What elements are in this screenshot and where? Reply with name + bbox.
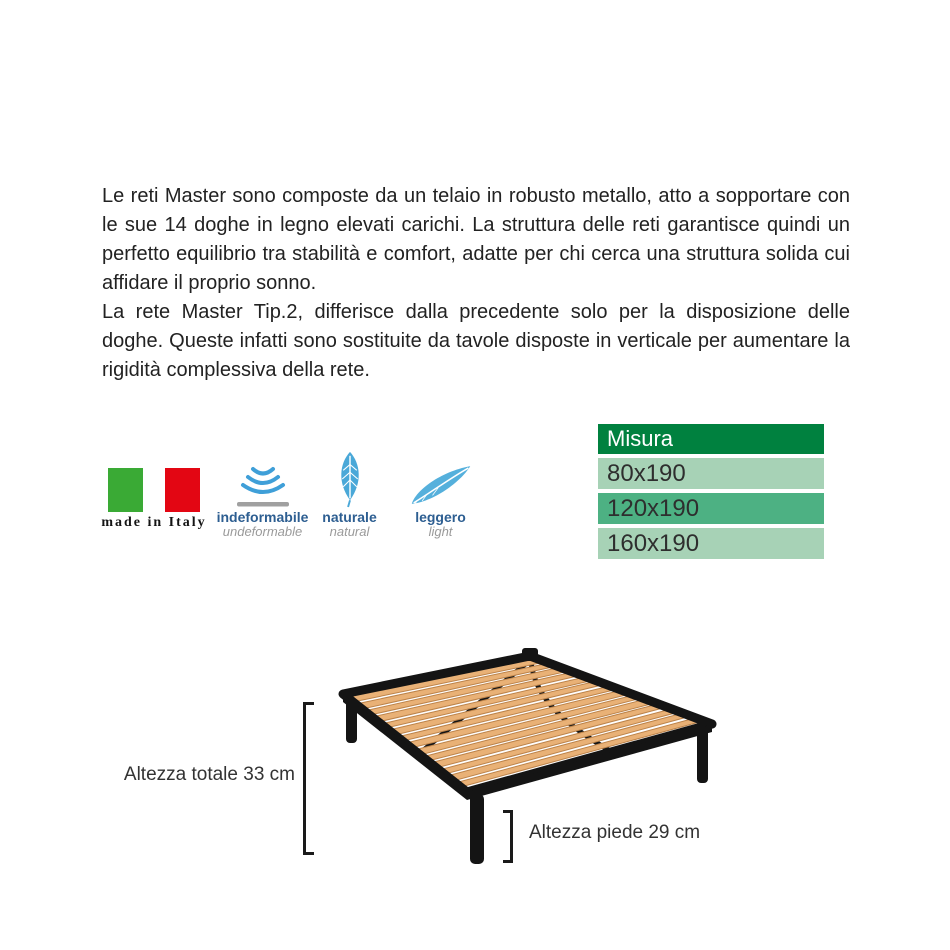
description-paragraph-2: La rete Master Tip.2, differisce dalla precedente solo per la disposizione delle doghe. Queste infatti sono sostituite da tavole disposte in verticale per aumentare la rigidità complessiva della rete. xyxy=(102,301,850,381)
size-table-header: Misura xyxy=(598,424,824,454)
springs-icon xyxy=(235,452,291,508)
italy-flag-green-stripe xyxy=(108,468,143,512)
foot-height-label: Altezza piede 29 cm xyxy=(529,822,701,843)
feature-subtitle: undeformable xyxy=(222,524,303,539)
feature-title: leggero xyxy=(415,509,466,525)
size-row-120x190: 120x190 xyxy=(598,493,824,524)
total-height-label: Altezza totale 33 cm xyxy=(123,764,295,785)
made-in-italy-badge xyxy=(101,468,207,532)
foot-height-bracket xyxy=(503,810,513,863)
feather-icon xyxy=(408,452,474,508)
feature-naturale xyxy=(302,452,397,544)
size-row-80x190: 80x190 xyxy=(598,458,824,489)
size-table xyxy=(598,424,824,559)
product-description xyxy=(102,182,850,385)
description-paragraph-1: Le reti Master sono composte da un telaio in robusto metallo, atto a sopportare con le sue 14 doghe in legno elevati carichi. La struttura delle reti garantisce quindi un perfetto equilibrio tra stabilità e comfort, adatte per chi cerca una struttura solida cui affidare il proprio sonno. xyxy=(102,185,850,294)
feature-subtitle: light xyxy=(428,524,453,539)
size-row-160x190: 160x190 xyxy=(598,528,824,559)
made-in-italy-label: made in Italy xyxy=(101,515,207,530)
feature-title: indeformabile xyxy=(216,509,309,525)
feature-indeformabile xyxy=(215,452,310,544)
feature-title: naturale xyxy=(322,509,377,525)
feature-subtitle: natural xyxy=(329,524,370,539)
italy-flag-red-stripe xyxy=(165,468,200,512)
leaf-icon xyxy=(335,452,365,508)
total-height-bracket xyxy=(303,702,314,855)
feature-leggero xyxy=(393,452,488,544)
